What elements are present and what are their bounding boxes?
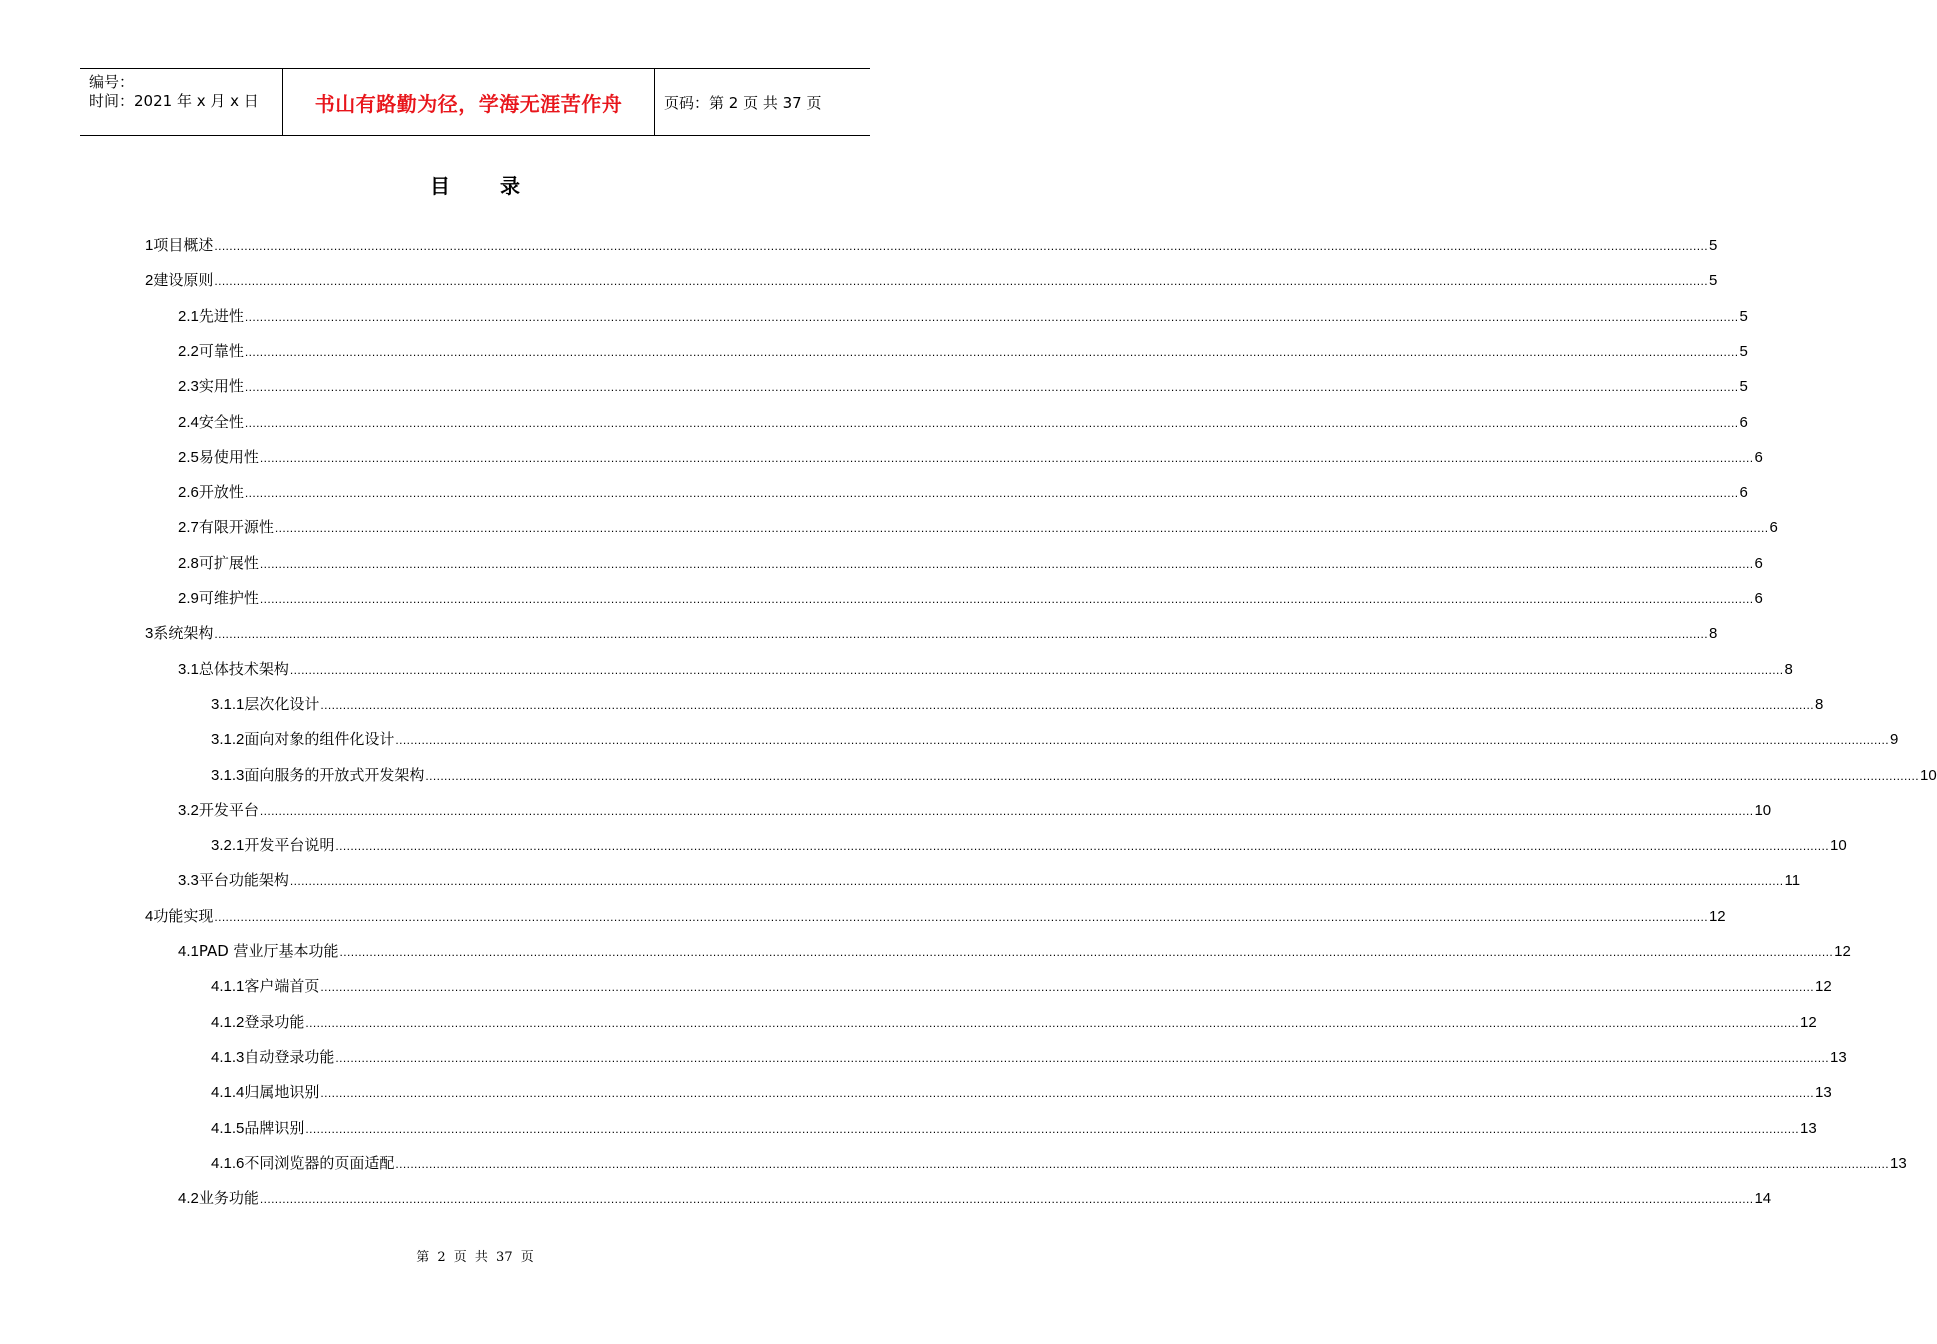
toc-entry-number: 4: [145, 907, 154, 925]
toc-entry[interactable]: [211, 1011, 1817, 1033]
toc-entry[interactable]: [211, 1117, 1817, 1139]
toc-leader-dots: ................................................................................................................................................................................................................................................................................................................................................................................................................: [289, 874, 1784, 889]
header-meta: [80, 69, 282, 135]
document-date-label: 时间：2021 年 x 月 x 日: [89, 92, 259, 110]
toc-leader-dots: ................................................................................................................................................................................................................................................................................................................................................................................................................: [335, 1050, 1829, 1065]
toc-entry-label: 归属地识别: [244, 1083, 320, 1102]
toc-entry-page: 14: [1754, 1190, 1772, 1208]
toc-entry-number: 2.6: [178, 484, 199, 502]
toc-leader-dots: ................................................................................................................................................................................................................................................................................................................................................................................................................: [214, 909, 1708, 924]
toc-entry-page: 12: [1834, 943, 1851, 960]
toc-leader-dots: ................................................................................................................................................................................................................................................................................................................................................................................................................: [259, 556, 1754, 571]
toc-leader-dots: ................................................................................................................................................................................................................................................................................................................................................................................................................: [320, 1086, 1814, 1101]
toc-entry-page: 8: [1708, 625, 1718, 643]
toc-entry-page: 10: [1919, 766, 1937, 784]
toc-entry-page: 5: [1708, 272, 1718, 290]
toc-entry-label: 层次化设计: [244, 694, 320, 713]
toc-entry[interactable]: [178, 869, 1801, 891]
toc-entry-label: 项目概述: [153, 236, 214, 254]
toc-entry-page: 5: [1708, 237, 1718, 254]
toc-entry-number: 3.1: [178, 660, 199, 678]
toc-leader-dots: ................................................................................................................................................................................................................................................................................................................................................................................................................: [244, 380, 1739, 395]
toc-leader-dots: ................................................................................................................................................................................................................................................................................................................................................................................................................: [244, 415, 1739, 430]
toc-entry-page: 12: [1799, 1013, 1817, 1031]
toc-entry[interactable]: [211, 1046, 1847, 1068]
toc-entry-page: 6: [1769, 519, 1778, 537]
toc-entry-label: 功能实现: [153, 906, 214, 925]
toc-entry-label: 客户端首页: [244, 977, 320, 996]
toc-entry-label: PAD 营业厅基本功能: [198, 942, 339, 960]
toc-entry-page: 13: [1889, 1154, 1907, 1172]
toc-entry-label: 平台功能架构: [198, 871, 289, 890]
document-number-label: 编号：: [89, 73, 135, 91]
toc-entry-number: 2.5: [178, 448, 199, 466]
toc-entry-page: 9: [1889, 731, 1899, 749]
toc-entry-label: 总体技术架构: [198, 659, 289, 678]
toc-entry-label: 面向对象的组件化设计: [244, 730, 395, 749]
toc-entry-page: 13: [1829, 1048, 1847, 1066]
toc-entry-number: 4.1.5: [211, 1119, 245, 1137]
toc-entry-label: 自动登录功能: [244, 1047, 335, 1066]
toc-entry-number: 2.9: [178, 590, 199, 607]
toc-entry[interactable]: [211, 975, 1832, 997]
toc-entry[interactable]: [178, 411, 1748, 433]
toc-entry-page: 6: [1754, 590, 1763, 607]
toc-leader-dots: ................................................................................................................................................................................................................................................................................................................................................................................................................: [289, 662, 1784, 677]
toc-leader-dots: ................................................................................................................................................................................................................................................................................................................................................................................................................: [244, 344, 1739, 359]
page-footer: 第 2 页 共 37 页: [416, 1250, 534, 1265]
toc-entry[interactable]: [145, 622, 1718, 644]
toc-leader-dots: ................................................................................................................................................................................................................................................................................................................................................................................................................: [259, 1192, 1754, 1207]
toc-entry-number: 3.2.1: [211, 837, 245, 855]
toc-entry[interactable]: [178, 1187, 1772, 1209]
toc-entry[interactable]: [178, 799, 1772, 821]
toc-title: 目录: [430, 174, 570, 198]
toc-entry-number: 2.8: [178, 554, 199, 572]
toc-leader-dots: ................................................................................................................................................................................................................................................................................................................................................................................................................: [274, 521, 1769, 536]
toc-entry[interactable]: [178, 552, 1763, 574]
toc-entry-label: 系统架构: [153, 624, 214, 643]
toc-entry-number: 3: [145, 625, 154, 643]
toc-leader-dots: ................................................................................................................................................................................................................................................................................................................................................................................................................: [244, 309, 1739, 324]
toc-entry-page: 13: [1814, 1084, 1832, 1102]
toc-leader-dots: ................................................................................................................................................................................................................................................................................................................................................................................................................: [320, 697, 1814, 712]
toc-entry-number: 4.1.6: [211, 1154, 245, 1172]
toc-entry-page: 12: [1814, 978, 1832, 996]
toc-entry[interactable]: [178, 658, 1793, 680]
toc-entry-number: 2.3: [178, 378, 199, 396]
toc-entry[interactable]: [178, 340, 1748, 362]
toc-entry-number: 3.3: [178, 872, 199, 890]
toc-entry-number: 4.1: [178, 943, 199, 960]
toc-entry-number: 3.1.2: [211, 731, 245, 749]
toc-entry[interactable]: [211, 1081, 1832, 1103]
toc-entry-label: 开放性: [198, 483, 244, 502]
toc-entry-number: 2.7: [178, 519, 199, 537]
toc-entry-page: 13: [1799, 1119, 1817, 1137]
toc-leader-dots: ................................................................................................................................................................................................................................................................................................................................................................................................................: [214, 627, 1708, 642]
toc-entry-page: 11: [1784, 872, 1801, 890]
toc-leader-dots: ................................................................................................................................................................................................................................................................................................................................................................................................................: [425, 768, 1919, 783]
toc-entry-label: 易使用性: [198, 447, 259, 466]
toc-entry[interactable]: [211, 834, 1847, 856]
header-motto: 书山有路勤为径，学海无涯苦作舟: [282, 69, 655, 135]
toc-entry-label: 业务功能: [198, 1189, 259, 1208]
toc-entry[interactable]: [178, 375, 1748, 397]
toc-entry-page: 6: [1754, 448, 1763, 466]
toc-entry-number: 3.1.3: [211, 766, 245, 784]
toc-leader-dots: ................................................................................................................................................................................................................................................................................................................................................................................................................: [395, 733, 1889, 748]
toc-entry-number: 3.2: [178, 801, 199, 819]
toc-leader-dots: ................................................................................................................................................................................................................................................................................................................................................................................................................: [335, 839, 1829, 854]
toc-leader-dots: ................................................................................................................................................................................................................................................................................................................................................................................................................: [305, 1015, 1799, 1030]
toc-entry-label: 面向服务的开放式开发架构: [244, 765, 425, 784]
toc-entry-page: 8: [1814, 695, 1824, 713]
toc-leader-dots: ................................................................................................................................................................................................................................................................................................................................................................................................................: [214, 274, 1708, 289]
toc-leader-dots: ................................................................................................................................................................................................................................................................................................................................................................................................................: [259, 450, 1754, 465]
toc-entry[interactable]: [178, 940, 1851, 962]
toc-entry-page: 5: [1739, 378, 1748, 396]
toc-entry-label: 登录功能: [244, 1012, 305, 1031]
toc-leader-dots: ................................................................................................................................................................................................................................................................................................................................................................................................................: [339, 945, 1834, 959]
toc-entry-page: 6: [1754, 554, 1763, 572]
toc-entry[interactable]: [211, 764, 1937, 786]
toc-entry[interactable]: [178, 587, 1763, 609]
header-page-info: 页码：第 2 页 共 37 页: [664, 93, 822, 112]
toc-leader-dots: ................................................................................................................................................................................................................................................................................................................................................................................................................: [259, 803, 1754, 818]
toc-entry[interactable]: [211, 1152, 1907, 1174]
toc-leader-dots: ................................................................................................................................................................................................................................................................................................................................................................................................................: [320, 980, 1814, 995]
toc-leader-dots: ................................................................................................................................................................................................................................................................................................................................................................................................................: [244, 486, 1739, 501]
toc-entry-label: 品牌识别: [244, 1118, 305, 1137]
toc-entry-label: 有限开源性: [198, 518, 274, 537]
toc-entry-number: 2: [145, 272, 154, 290]
toc-entry-page: 10: [1829, 837, 1847, 855]
toc-entry-number: 2.1: [178, 307, 199, 325]
toc-entry-page: 10: [1754, 801, 1772, 819]
toc-entry-page: 6: [1739, 413, 1748, 431]
toc-entry-label: 先进性: [198, 306, 244, 325]
toc-leader-dots: ................................................................................................................................................................................................................................................................................................................................................................................................................: [214, 239, 1708, 253]
toc-entry-label: 安全性: [198, 412, 244, 431]
page-header: [80, 68, 870, 136]
toc-entry[interactable]: [211, 728, 1899, 750]
toc-entry[interactable]: [145, 234, 1718, 256]
toc-entry-page: 6: [1739, 484, 1748, 502]
toc-entry-number: 3.1.1: [211, 695, 245, 713]
toc-entry-number: 1: [145, 237, 154, 254]
toc-leader-dots: ................................................................................................................................................................................................................................................................................................................................................................................................................: [259, 592, 1754, 606]
toc-entry[interactable]: [178, 305, 1748, 327]
toc-entry-page: 5: [1739, 307, 1748, 325]
toc-leader-dots: ................................................................................................................................................................................................................................................................................................................................................................................................................: [305, 1121, 1799, 1136]
toc-entry-number: 2.4: [178, 413, 199, 431]
toc-entry-label: 开发平台说明: [244, 836, 335, 855]
toc-entry-label: 可维护性: [198, 589, 259, 607]
toc-entry-label: 建设原则: [153, 271, 214, 290]
toc-entry-label: 可扩展性: [198, 553, 259, 572]
toc-entry[interactable]: [178, 516, 1778, 538]
toc-leader-dots: ................................................................................................................................................................................................................................................................................................................................................................................................................: [395, 1156, 1889, 1171]
toc-entry-page: 5: [1739, 342, 1748, 360]
toc-entry-number: 4.1.2: [211, 1013, 245, 1031]
toc-entry-number: 4.2: [178, 1190, 199, 1208]
toc-entry[interactable]: [178, 481, 1748, 503]
toc-entry-number: 2.2: [178, 342, 199, 360]
toc-entry-page: 12: [1708, 907, 1726, 925]
toc-entry-label: 开发平台: [198, 800, 259, 819]
toc-entry-number: 4.1.3: [211, 1048, 245, 1066]
toc-entry[interactable]: [178, 446, 1763, 468]
toc-entry-page: 8: [1784, 660, 1793, 678]
toc-entry-label: 不同浏览器的页面适配: [244, 1153, 395, 1172]
toc-entry-number: 4.1.1: [211, 978, 245, 996]
toc-entry-label: 可靠性: [198, 341, 244, 360]
toc-entry-number: 4.1.4: [211, 1084, 245, 1102]
toc-entry[interactable]: [145, 269, 1718, 291]
toc-entry[interactable]: [145, 905, 1726, 927]
toc-entry-label: 实用性: [198, 377, 244, 396]
toc-entry[interactable]: [211, 693, 1824, 715]
